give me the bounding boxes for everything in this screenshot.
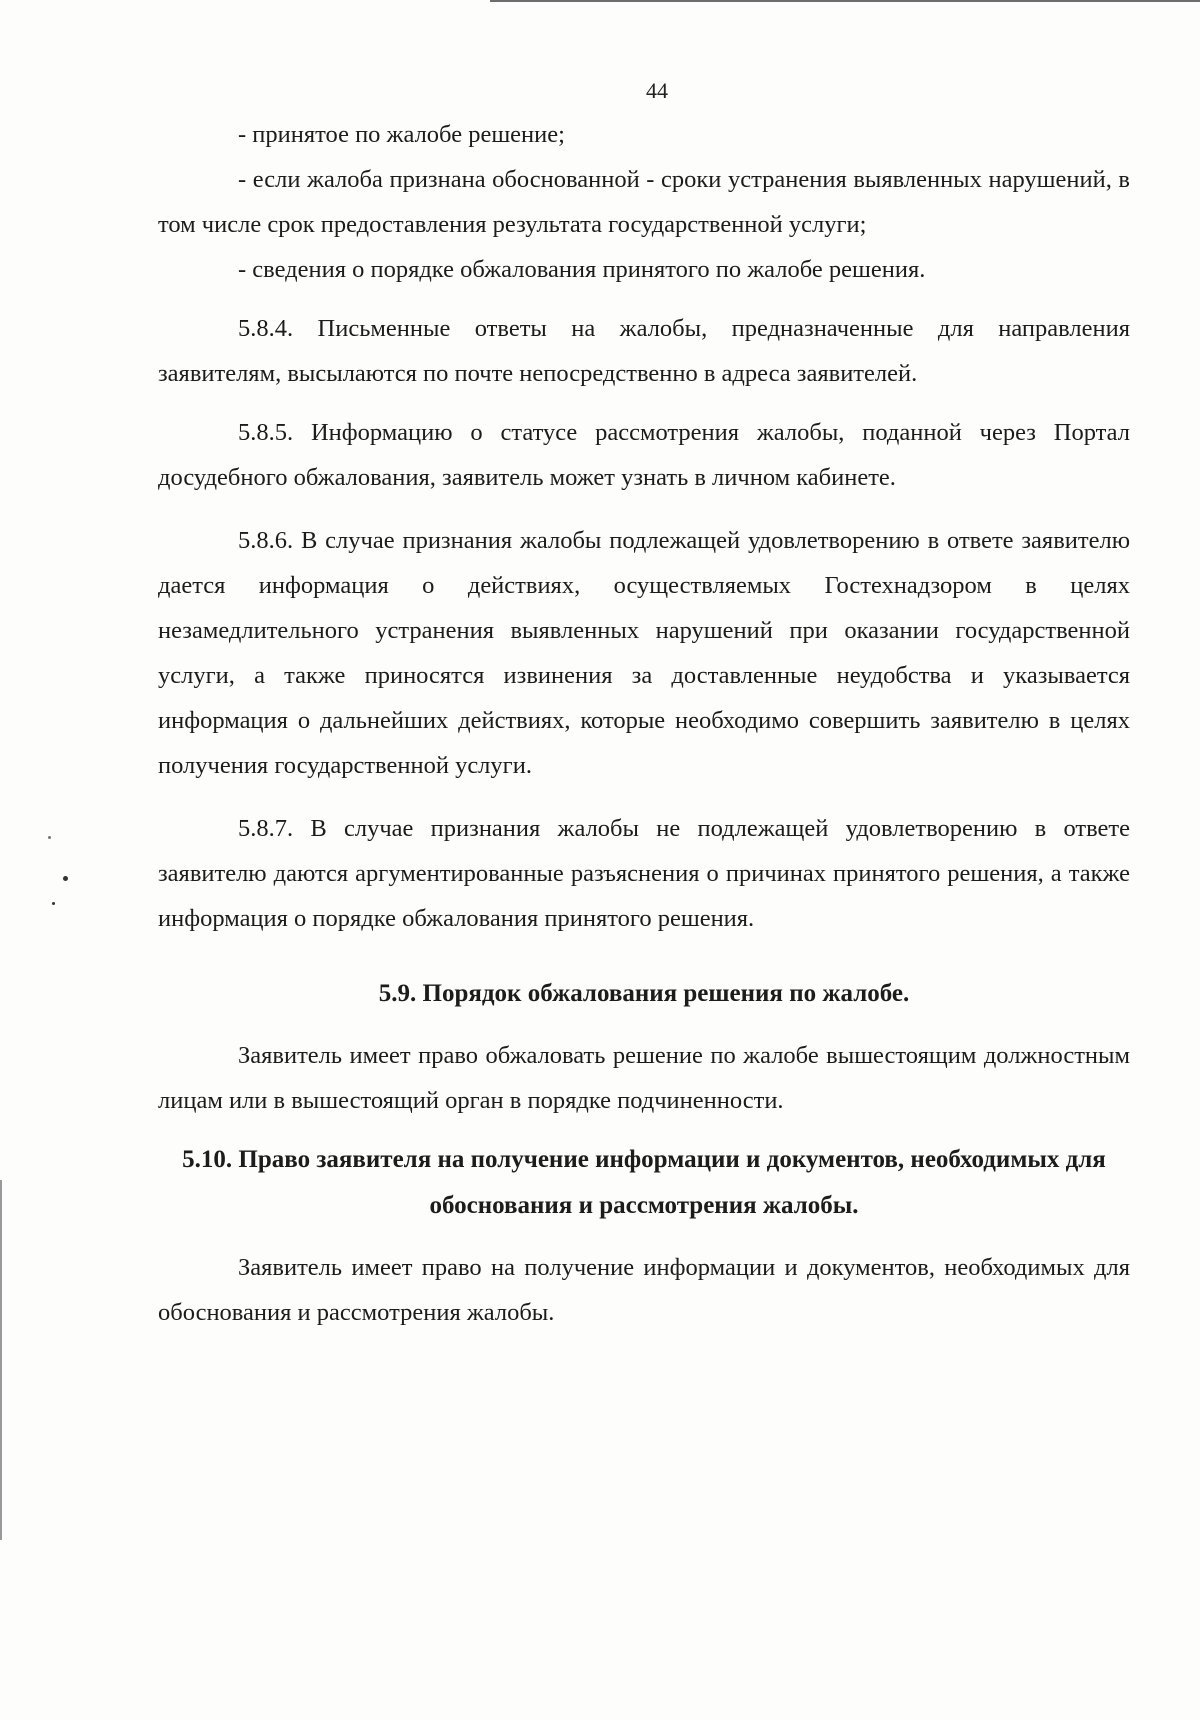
paragraph-5-8-7: 5.8.7. В случае признания жалобы не подлежащей удовлетворению в ответе заявителю даются аргументированные разъяснения о причинах принятого решения, а также информация о порядке обжалования принятого решения.	[158, 815, 1130, 932]
section-text-5-9: Заявитель имеет право обжаловать решение по жалобе вышестоящим должностным лицам или в вышестоящий орган в порядке подчиненности.	[158, 1042, 1130, 1114]
document-body	[158, 112, 1130, 1335]
page-number: 44	[646, 78, 668, 103]
scan-edge-top	[490, 0, 1200, 2]
paragraph-5-8-4: 5.8.4. Письменные ответы на жалобы, предназначенные для направления заявителям, высылаются по почте непосредственно в адреса заявителей.	[158, 315, 1130, 387]
list-item-appeal-info: - сведения о порядке обжалования принятого по жалобе решения.	[238, 256, 926, 283]
paragraph-5-8-5: 5.8.5. Информацию о статусе рассмотрения жалобы, поданной через Портал досудебного обжалования, заявитель может узнать в личном кабинете.	[158, 419, 1130, 491]
scan-speck	[52, 902, 55, 905]
section-heading-5-10: 5.10. Право заявителя на получение информации и документов, необходимых для обоснования и рассмотрения жалобы.	[182, 1146, 1106, 1219]
list-item-deadlines: - если жалоба признана обоснованной - сроки устранения выявленных нарушений, в том числе срок предоставления результата государственной услуги;	[158, 166, 1130, 238]
scan-speck	[48, 836, 51, 839]
section-text-5-10: Заявитель имеет право на получение информации и документов, необходимых для обоснования и рассмотрения жалобы.	[158, 1254, 1130, 1326]
scan-edge-left	[0, 1180, 2, 1540]
paragraph-5-8-6: 5.8.6. В случае признания жалобы подлежащей удовлетворению в ответе заявителю дается информация о действиях, осуществляемых Гостехнадзором в целях незамедлительного устранения выявленных нарушений при оказании государственной услуги, а также приносятся извинения за доставленные неудобства и указывается информация о дальнейших действиях, которые необходимо совершить заявителю в целях получения государственной услуги.	[158, 527, 1130, 779]
section-heading-5-9: 5.9. Порядок обжалования решения по жалобе.	[378, 980, 910, 1007]
list-item-decision: - принятое по жалобе решение;	[238, 121, 565, 148]
scan-speck	[63, 876, 68, 881]
